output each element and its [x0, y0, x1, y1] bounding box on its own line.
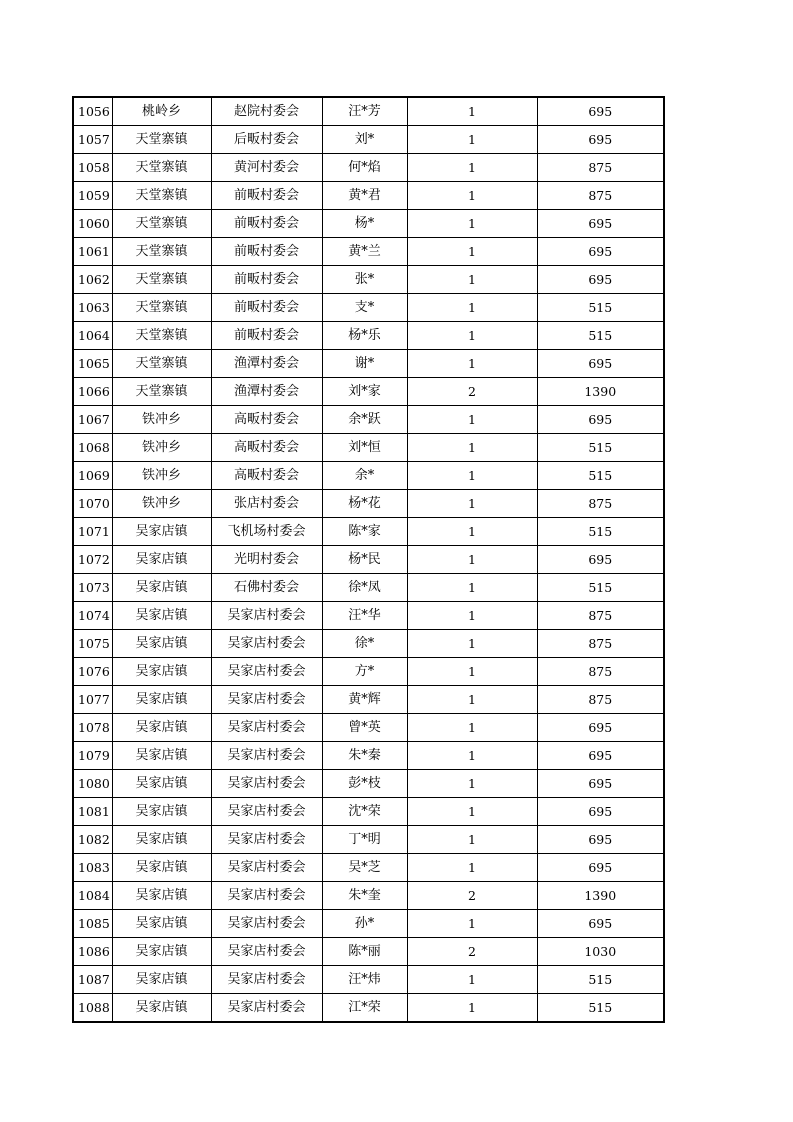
cell-village-committee: 吴家店村委会: [211, 826, 322, 854]
cell-person-name: 陈*丽: [322, 938, 407, 966]
cell-person-name: 徐*: [322, 630, 407, 658]
cell-township: 吴家店镇: [112, 742, 211, 770]
cell-person-name: 余*跃: [322, 406, 407, 434]
cell-amount: 695: [537, 546, 664, 574]
table-row: [73, 182, 664, 210]
cell-village-committee: 吴家店村委会: [211, 742, 322, 770]
cell-amount: 515: [537, 322, 664, 350]
cell-township: 天堂寨镇: [112, 378, 211, 406]
table-row: [73, 350, 664, 378]
cell-serial-number: 1081: [73, 798, 112, 826]
cell-serial-number: 1072: [73, 546, 112, 574]
cell-serial-number: 1062: [73, 266, 112, 294]
cell-serial-number: 1085: [73, 910, 112, 938]
cell-amount: 515: [537, 574, 664, 602]
cell-serial-number: 1060: [73, 210, 112, 238]
cell-village-committee: 前畈村委会: [211, 182, 322, 210]
cell-person-name: 杨*花: [322, 490, 407, 518]
cell-amount: 695: [537, 126, 664, 154]
cell-person-count: 1: [407, 126, 537, 154]
cell-person-name: 黄*辉: [322, 686, 407, 714]
cell-village-committee: 吴家店村委会: [211, 910, 322, 938]
cell-amount: 695: [537, 714, 664, 742]
cell-serial-number: 1064: [73, 322, 112, 350]
cell-serial-number: 1070: [73, 490, 112, 518]
table-row: [73, 490, 664, 518]
cell-village-committee: 前畈村委会: [211, 238, 322, 266]
table-row: [73, 462, 664, 490]
table-row: [73, 910, 664, 938]
cell-person-name: 方*: [322, 658, 407, 686]
cell-person-count: 2: [407, 378, 537, 406]
cell-serial-number: 1088: [73, 994, 112, 1023]
cell-amount: 515: [537, 966, 664, 994]
cell-person-name: 杨*乐: [322, 322, 407, 350]
cell-township: 铁冲乡: [112, 462, 211, 490]
cell-person-count: 1: [407, 658, 537, 686]
cell-village-committee: 吴家店村委会: [211, 966, 322, 994]
cell-amount: 695: [537, 210, 664, 238]
table-row: [73, 97, 664, 126]
cell-person-name: 余*: [322, 462, 407, 490]
cell-township: 吴家店镇: [112, 630, 211, 658]
cell-serial-number: 1075: [73, 630, 112, 658]
cell-person-name: 杨*民: [322, 546, 407, 574]
cell-serial-number: 1080: [73, 770, 112, 798]
cell-township: 吴家店镇: [112, 910, 211, 938]
table-row: [73, 154, 664, 182]
table-row: [73, 322, 664, 350]
cell-amount: 875: [537, 154, 664, 182]
cell-township: 吴家店镇: [112, 882, 211, 910]
cell-village-committee: 吴家店村委会: [211, 658, 322, 686]
table-row: [73, 882, 664, 910]
cell-person-count: 1: [407, 798, 537, 826]
cell-township: 吴家店镇: [112, 518, 211, 546]
cell-village-committee: 吴家店村委会: [211, 630, 322, 658]
cell-person-count: 1: [407, 966, 537, 994]
cell-person-count: 2: [407, 938, 537, 966]
cell-person-count: 1: [407, 826, 537, 854]
cell-amount: 1390: [537, 882, 664, 910]
cell-township: 吴家店镇: [112, 686, 211, 714]
cell-village-committee: 吴家店村委会: [211, 602, 322, 630]
cell-township: 天堂寨镇: [112, 210, 211, 238]
cell-person-count: 1: [407, 294, 537, 322]
cell-serial-number: 1077: [73, 686, 112, 714]
table-row: [73, 826, 664, 854]
cell-amount: 875: [537, 182, 664, 210]
cell-township: 吴家店镇: [112, 714, 211, 742]
cell-serial-number: 1067: [73, 406, 112, 434]
cell-amount: 695: [537, 350, 664, 378]
table-row: [73, 266, 664, 294]
cell-person-count: 1: [407, 742, 537, 770]
cell-person-name: 何*焰: [322, 154, 407, 182]
cell-person-count: 1: [407, 518, 537, 546]
cell-amount: 695: [537, 770, 664, 798]
cell-township: 吴家店镇: [112, 770, 211, 798]
cell-serial-number: 1058: [73, 154, 112, 182]
cell-amount: 515: [537, 462, 664, 490]
cell-person-name: 谢*: [322, 350, 407, 378]
data-sheet: [72, 96, 663, 1023]
cell-amount: 695: [537, 238, 664, 266]
table-row: [73, 798, 664, 826]
cell-person-count: 1: [407, 630, 537, 658]
cell-serial-number: 1061: [73, 238, 112, 266]
cell-person-name: 刘*恒: [322, 434, 407, 462]
cell-amount: 875: [537, 490, 664, 518]
cell-village-committee: 吴家店村委会: [211, 938, 322, 966]
cell-person-count: 1: [407, 574, 537, 602]
table-row: [73, 630, 664, 658]
cell-serial-number: 1068: [73, 434, 112, 462]
cell-serial-number: 1078: [73, 714, 112, 742]
cell-person-name: 江*荣: [322, 994, 407, 1023]
cell-amount: 875: [537, 686, 664, 714]
cell-amount: 875: [537, 602, 664, 630]
cell-township: 吴家店镇: [112, 658, 211, 686]
cell-person-name: 支*: [322, 294, 407, 322]
cell-serial-number: 1079: [73, 742, 112, 770]
cell-village-committee: 高畈村委会: [211, 434, 322, 462]
cell-person-name: 张*: [322, 266, 407, 294]
cell-person-name: 孙*: [322, 910, 407, 938]
cell-township: 天堂寨镇: [112, 238, 211, 266]
cell-person-count: 1: [407, 434, 537, 462]
cell-village-committee: 吴家店村委会: [211, 686, 322, 714]
table-row: [73, 518, 664, 546]
cell-village-committee: 光明村委会: [211, 546, 322, 574]
cell-village-committee: 前畈村委会: [211, 322, 322, 350]
cell-amount: 695: [537, 910, 664, 938]
cell-amount: 515: [537, 434, 664, 462]
table-row: [73, 210, 664, 238]
cell-village-committee: 吴家店村委会: [211, 798, 322, 826]
cell-village-committee: 吴家店村委会: [211, 882, 322, 910]
cell-amount: 695: [537, 798, 664, 826]
cell-serial-number: 1083: [73, 854, 112, 882]
cell-person-name: 徐*凤: [322, 574, 407, 602]
cell-person-count: 1: [407, 462, 537, 490]
cell-township: 天堂寨镇: [112, 294, 211, 322]
cell-person-name: 吴*芝: [322, 854, 407, 882]
cell-person-name: 汪*炜: [322, 966, 407, 994]
cell-serial-number: 1082: [73, 826, 112, 854]
table-row: [73, 686, 664, 714]
cell-serial-number: 1056: [73, 97, 112, 126]
cell-person-count: 1: [407, 97, 537, 126]
table-row: [73, 294, 664, 322]
cell-amount: 695: [537, 97, 664, 126]
cell-person-name: 汪*华: [322, 602, 407, 630]
cell-amount: 515: [537, 994, 664, 1023]
table-row: [73, 406, 664, 434]
cell-township: 铁冲乡: [112, 490, 211, 518]
cell-amount: 875: [537, 658, 664, 686]
cell-serial-number: 1069: [73, 462, 112, 490]
cell-township: 吴家店镇: [112, 574, 211, 602]
cell-village-committee: 石佛村委会: [211, 574, 322, 602]
cell-person-count: 1: [407, 770, 537, 798]
cell-person-name: 陈*家: [322, 518, 407, 546]
cell-serial-number: 1087: [73, 966, 112, 994]
cell-serial-number: 1084: [73, 882, 112, 910]
cell-serial-number: 1066: [73, 378, 112, 406]
cell-serial-number: 1073: [73, 574, 112, 602]
cell-amount: 695: [537, 266, 664, 294]
cell-township: 吴家店镇: [112, 966, 211, 994]
cell-township: 天堂寨镇: [112, 154, 211, 182]
cell-village-committee: 赵院村委会: [211, 97, 322, 126]
cell-township: 吴家店镇: [112, 994, 211, 1023]
cell-village-committee: 渔潭村委会: [211, 350, 322, 378]
table-body: [73, 97, 664, 1022]
cell-township: 桃岭乡: [112, 97, 211, 126]
cell-serial-number: 1057: [73, 126, 112, 154]
cell-person-name: 彭*枝: [322, 770, 407, 798]
table-row: [73, 546, 664, 574]
cell-village-committee: 高畈村委会: [211, 462, 322, 490]
table-row: [73, 434, 664, 462]
cell-serial-number: 1071: [73, 518, 112, 546]
cell-person-count: 1: [407, 602, 537, 630]
cell-township: 吴家店镇: [112, 798, 211, 826]
cell-serial-number: 1063: [73, 294, 112, 322]
cell-person-name: 曾*英: [322, 714, 407, 742]
cell-village-committee: 渔潭村委会: [211, 378, 322, 406]
cell-person-count: 1: [407, 910, 537, 938]
table-row: [73, 854, 664, 882]
cell-person-name: 汪*芳: [322, 97, 407, 126]
cell-township: 天堂寨镇: [112, 266, 211, 294]
cell-amount: 695: [537, 854, 664, 882]
cell-person-name: 刘*家: [322, 378, 407, 406]
cell-amount: 1390: [537, 378, 664, 406]
cell-village-committee: 前畈村委会: [211, 266, 322, 294]
cell-village-committee: 高畈村委会: [211, 406, 322, 434]
cell-person-count: 1: [407, 854, 537, 882]
cell-person-count: 2: [407, 882, 537, 910]
cell-village-committee: 飞机场村委会: [211, 518, 322, 546]
cell-village-committee: 后畈村委会: [211, 126, 322, 154]
cell-amount: 695: [537, 826, 664, 854]
cell-person-name: 朱*奎: [322, 882, 407, 910]
cell-amount: 875: [537, 630, 664, 658]
cell-person-count: 1: [407, 350, 537, 378]
cell-serial-number: 1065: [73, 350, 112, 378]
cell-person-count: 1: [407, 686, 537, 714]
cell-person-name: 朱*秦: [322, 742, 407, 770]
cell-township: 天堂寨镇: [112, 322, 211, 350]
cell-township: 吴家店镇: [112, 854, 211, 882]
table-row: [73, 602, 664, 630]
table-row: [73, 658, 664, 686]
cell-person-count: 1: [407, 406, 537, 434]
cell-person-count: 1: [407, 714, 537, 742]
records-table: [72, 96, 665, 1023]
cell-person-name: 刘*: [322, 126, 407, 154]
table-row: [73, 574, 664, 602]
cell-serial-number: 1059: [73, 182, 112, 210]
cell-amount: 1030: [537, 938, 664, 966]
cell-amount: 515: [537, 518, 664, 546]
cell-village-committee: 前畈村委会: [211, 210, 322, 238]
cell-serial-number: 1086: [73, 938, 112, 966]
table-row: [73, 742, 664, 770]
cell-village-committee: 吴家店村委会: [211, 994, 322, 1023]
cell-village-committee: 吴家店村委会: [211, 714, 322, 742]
cell-township: 天堂寨镇: [112, 182, 211, 210]
cell-village-committee: 前畈村委会: [211, 294, 322, 322]
table-row: [73, 238, 664, 266]
cell-township: 天堂寨镇: [112, 350, 211, 378]
table-row: [73, 770, 664, 798]
table-row: [73, 714, 664, 742]
cell-amount: 515: [537, 294, 664, 322]
table-row: [73, 938, 664, 966]
table-row: [73, 994, 664, 1023]
cell-township: 天堂寨镇: [112, 126, 211, 154]
cell-township: 吴家店镇: [112, 826, 211, 854]
cell-person-name: 丁*明: [322, 826, 407, 854]
cell-person-name: 沈*荣: [322, 798, 407, 826]
table-row: [73, 966, 664, 994]
cell-township: 铁冲乡: [112, 406, 211, 434]
cell-person-count: 1: [407, 266, 537, 294]
cell-village-committee: 吴家店村委会: [211, 854, 322, 882]
cell-township: 吴家店镇: [112, 938, 211, 966]
cell-person-count: 1: [407, 210, 537, 238]
cell-person-count: 1: [407, 994, 537, 1023]
cell-person-name: 黄*兰: [322, 238, 407, 266]
cell-person-name: 杨*: [322, 210, 407, 238]
cell-amount: 695: [537, 406, 664, 434]
cell-village-committee: 吴家店村委会: [211, 770, 322, 798]
cell-village-committee: 黄河村委会: [211, 154, 322, 182]
cell-person-count: 1: [407, 322, 537, 350]
cell-township: 吴家店镇: [112, 546, 211, 574]
cell-township: 吴家店镇: [112, 602, 211, 630]
cell-township: 铁冲乡: [112, 434, 211, 462]
cell-person-name: 黄*君: [322, 182, 407, 210]
cell-person-count: 1: [407, 546, 537, 574]
cell-amount: 695: [537, 742, 664, 770]
cell-person-count: 1: [407, 238, 537, 266]
cell-person-count: 1: [407, 182, 537, 210]
table-row: [73, 378, 664, 406]
cell-person-count: 1: [407, 490, 537, 518]
cell-serial-number: 1074: [73, 602, 112, 630]
cell-person-count: 1: [407, 154, 537, 182]
cell-serial-number: 1076: [73, 658, 112, 686]
table-row: [73, 126, 664, 154]
cell-village-committee: 张店村委会: [211, 490, 322, 518]
